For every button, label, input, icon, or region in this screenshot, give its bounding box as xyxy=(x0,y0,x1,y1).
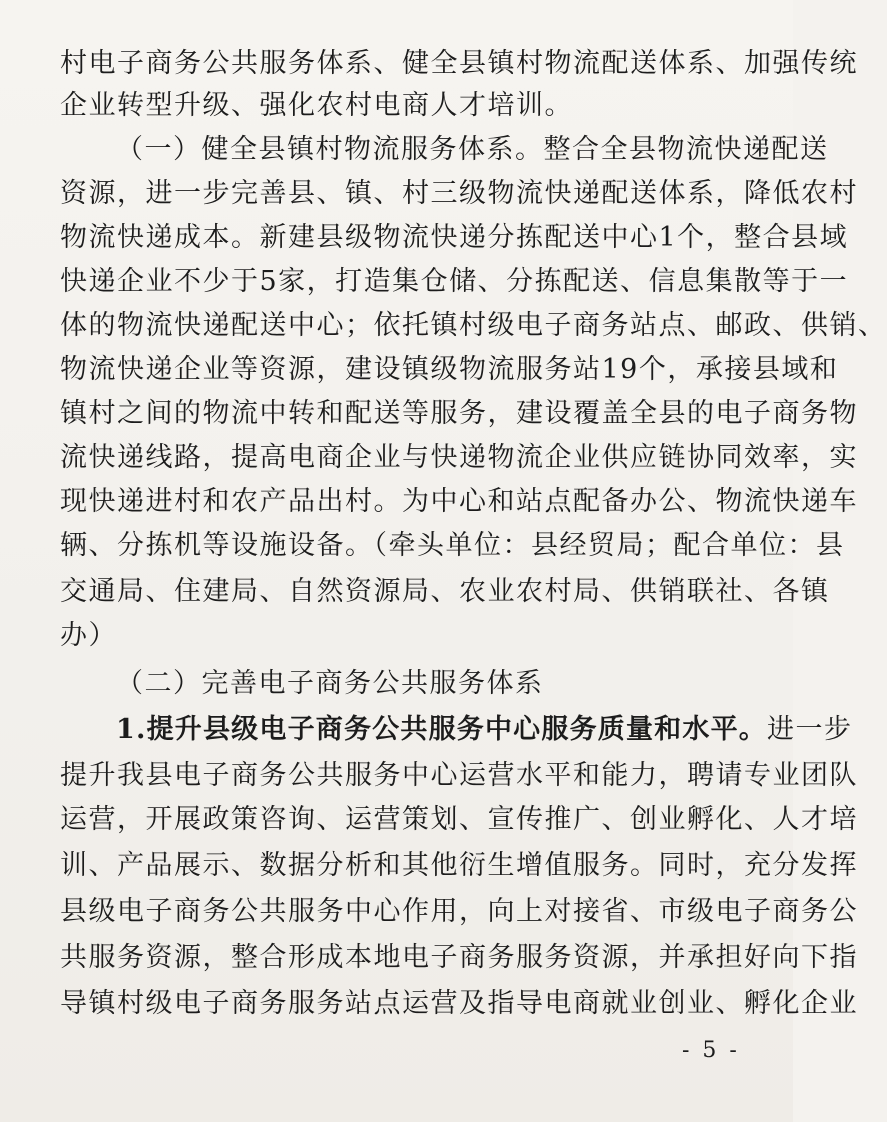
text-line: 企业转型升级、强化农村电商人才培训。 xyxy=(60,90,573,121)
text-line: 物流快递成本。新建县级物流快递分拣配送中心1个，整合县域 xyxy=(60,222,849,253)
subheading-rest: 进一步 xyxy=(767,714,853,745)
text-line: 运营，开展政策咨询、运营策划、宣传推广、创业孵化、人才培 xyxy=(60,804,858,835)
text-line: 资源，进一步完善县、镇、村三级物流快递配送体系，降低农村 xyxy=(60,178,858,209)
text-line: 共服务资源，整合形成本地电子商务服务资源，并承担好向下指 xyxy=(60,942,858,973)
text-line: 提升我县电子商务公共服务中心运营水平和能力，聘请专业团队 xyxy=(60,760,858,791)
subheading-line xyxy=(116,710,853,750)
text-line: 流快递线路，提高电商企业与快递物流企业供应链协同效率，实 xyxy=(60,442,858,473)
text-line: 县级电子商务公共服务中心作用，向上对接省、市级电子商务公 xyxy=(60,896,858,927)
text-line: 训、产品展示、数据分析和其他衍生增值服务。同时，充分发挥 xyxy=(60,850,858,881)
text-line: 现快递进村和农产品出村。为中心和站点配备办公、物流快递车 xyxy=(60,486,858,517)
section-heading-2: （二）完善电子商务公共服务体系 xyxy=(116,668,544,699)
text-line: 物流快递企业等资源，建设镇级物流服务站19个，承接县域和 xyxy=(60,354,839,385)
text-line: 快递企业不少于5家，打造集仓储、分拣配送、信息集散等于一 xyxy=(60,266,849,297)
text-line: 镇村之间的物流中转和配送等服务，建设覆盖全县的电子商务物 xyxy=(60,398,858,429)
text-line: 辆、分拣机等设施设备。（牵头单位：县经贸局；配合单位：县 xyxy=(60,530,845,561)
page-number: - 5 - xyxy=(682,1038,740,1063)
text-line: 村电子商务公共服务体系、健全县镇村物流配送体系、加强传统 xyxy=(60,48,858,79)
subheading-bold: 1.提升县级电子商务公共服务中心服务质量和水平。 xyxy=(116,714,767,745)
text-line: 办） xyxy=(60,620,117,651)
text-line: 体的物流快递配送中心；依托镇村级电子商务站点、邮政、供销、 xyxy=(60,310,887,341)
text-line: 导镇村级电子商务服务站点运营及指导电商就业创业、孵化企业 xyxy=(60,988,858,1019)
text-line: 交通局、住建局、自然资源局、农业农村局、供销联社、各镇 xyxy=(60,576,830,607)
section-heading-1: （一）健全县镇村物流服务体系。整合全县物流快递配送 xyxy=(116,134,829,165)
